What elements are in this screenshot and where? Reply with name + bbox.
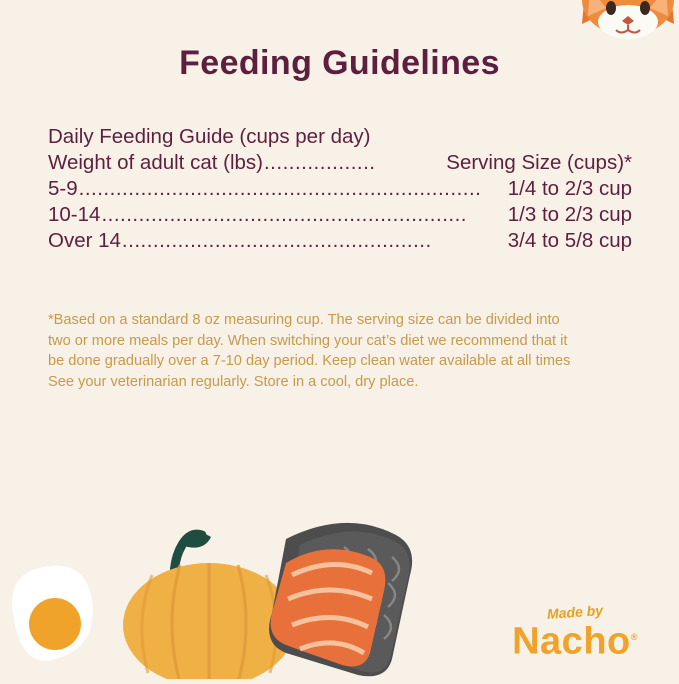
row-dot-leader: ................................................................. — [78, 177, 482, 200]
footnote-line-3: be done gradually over a 7-10 day period. Keep clean water available at all times — [48, 353, 571, 369]
feeding-guide-table — [48, 124, 632, 254]
row-weight: Over 14 — [48, 229, 121, 252]
brand-name-text: Nacho® — [512, 621, 638, 663]
row-weight: 10-14 — [48, 203, 101, 226]
row-dot-leader: ........................................................... — [101, 203, 467, 226]
row-weight: 5-9 — [48, 177, 78, 200]
table-row — [48, 176, 632, 202]
row-serving: 1/4 to 2/3 cup — [507, 177, 632, 200]
brand-madeby-text: Made by — [546, 602, 604, 623]
feeding-guide-subtitle: Daily Feeding Guide (cups per day) — [48, 125, 371, 148]
row-dot-leader: .................................................. — [121, 229, 432, 252]
footnote-line-1: *Based on a standard 8 oz measuring cup. The serving size can be divided into — [48, 312, 560, 328]
salmon-fillet-illustration — [269, 523, 412, 676]
cat-peeking-icon — [580, 0, 676, 46]
brand-logo — [495, 604, 655, 661]
header-weight-label: Weight of adult cat (lbs) — [48, 151, 263, 174]
footnote-line-4: See your veterinarian regularly. Store in a cool, dry place. — [48, 373, 419, 390]
pumpkin-illustration — [123, 533, 295, 679]
egg-illustration — [12, 566, 93, 661]
registered-trademark-icon: ® — [630, 632, 638, 643]
header-serving-label: Serving Size (cups)* — [446, 151, 632, 174]
header-dot-leader: .................. — [263, 151, 376, 174]
page-title: Feeding Guidelines — [179, 44, 500, 82]
row-serving: 1/3 to 2/3 cup — [507, 203, 632, 226]
footnote-text — [48, 310, 628, 392]
row-serving: 3/4 to 5/8 cup — [507, 229, 632, 252]
footnote-line-2: two or more meals per day. When switching your cat’s diet we recommend that it — [48, 332, 568, 349]
table-row — [48, 228, 632, 254]
table-row — [48, 202, 632, 228]
feeding-guide-header-row — [48, 150, 632, 176]
